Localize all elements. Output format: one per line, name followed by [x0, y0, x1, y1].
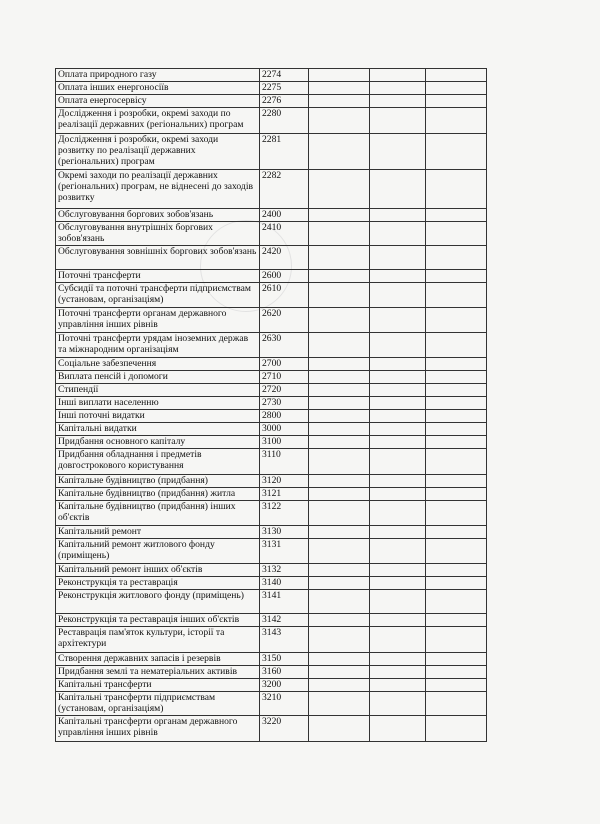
empty-value-cell — [309, 539, 370, 564]
expense-name-cell: Інші поточні видатки — [56, 410, 260, 423]
expense-name-cell: Створення державних запасів і резервів — [56, 653, 260, 666]
kekv-code-cell: 2720 — [260, 384, 309, 397]
empty-value-cell — [309, 501, 370, 526]
empty-value-cell — [370, 590, 426, 614]
kekv-code-cell: 3130 — [260, 526, 309, 539]
expense-name-cell: Соціальне забезпечення — [56, 358, 260, 371]
expense-name-cell: Капітальне будівництво (придбання) інших об'єктів — [56, 501, 260, 526]
expense-name-cell: Капітальні трансферти підприємствам (установам, організаціям) — [56, 692, 260, 716]
table-row — [56, 564, 487, 577]
empty-value-cell — [426, 653, 487, 666]
expense-name-cell: Оплата природного газу — [56, 69, 260, 82]
empty-value-cell — [309, 653, 370, 666]
empty-value-cell — [309, 590, 370, 614]
empty-value-cell — [426, 679, 487, 692]
kekv-code-cell: 3121 — [260, 488, 309, 501]
kekv-code-cell: 2420 — [260, 246, 309, 270]
table-row — [56, 358, 487, 371]
kekv-code-cell: 2275 — [260, 82, 309, 95]
empty-value-cell — [370, 501, 426, 526]
empty-value-cell — [309, 69, 370, 82]
expense-name-cell: Обслуговування внутрішніх боргових зобов'язань — [56, 222, 260, 246]
empty-value-cell — [370, 716, 426, 742]
kekv-code-cell: 3210 — [260, 692, 309, 716]
expense-name-cell: Придбання землі та нематеріальних активів — [56, 666, 260, 679]
empty-value-cell — [309, 436, 370, 449]
expense-name-cell: Інші виплати населенню — [56, 397, 260, 410]
table-row — [56, 209, 487, 222]
empty-value-cell — [370, 679, 426, 692]
kekv-code-cell: 3141 — [260, 590, 309, 614]
empty-value-cell — [309, 108, 370, 134]
empty-value-cell — [309, 449, 370, 475]
empty-value-cell — [426, 436, 487, 449]
kekv-code-cell: 2710 — [260, 371, 309, 384]
empty-value-cell — [309, 384, 370, 397]
table-row — [56, 627, 487, 653]
empty-value-cell — [426, 449, 487, 475]
empty-value-cell — [370, 283, 426, 308]
empty-value-cell — [370, 108, 426, 134]
empty-value-cell — [426, 209, 487, 222]
table-row — [56, 488, 487, 501]
empty-value-cell — [370, 539, 426, 564]
kekv-code-cell: 3132 — [260, 564, 309, 577]
kekv-code-cell: 2274 — [260, 69, 309, 82]
table-row — [56, 614, 487, 627]
empty-value-cell — [309, 95, 370, 108]
empty-value-cell — [370, 627, 426, 653]
table-row — [56, 410, 487, 423]
empty-value-cell — [426, 716, 487, 742]
kekv-code-cell: 3220 — [260, 716, 309, 742]
expense-name-cell: Реконструкція та реставрація інших об'єктів — [56, 614, 260, 627]
table-row — [56, 423, 487, 436]
expense-name-cell: Придбання обладнання і предметів довгострокового користування — [56, 449, 260, 475]
empty-value-cell — [426, 564, 487, 577]
empty-value-cell — [309, 423, 370, 436]
expense-name-cell: Поточні трансферти — [56, 270, 260, 283]
expense-name-cell: Поточні трансферти органам державного управління інших рівнів — [56, 308, 260, 333]
table-row — [56, 397, 487, 410]
empty-value-cell — [426, 577, 487, 590]
empty-value-cell — [309, 82, 370, 95]
empty-value-cell — [426, 423, 487, 436]
empty-value-cell — [370, 564, 426, 577]
table-row — [56, 170, 487, 209]
expense-name-cell: Поточні трансферти урядам іноземних держав та міжнародним організаціям — [56, 333, 260, 358]
empty-value-cell — [370, 488, 426, 501]
kekv-code-cell: 3140 — [260, 577, 309, 590]
expense-name-cell: Дослідження і розробки, окремі заходи розвитку по реалізації державних (регіональних) програм — [56, 134, 260, 170]
empty-value-cell — [370, 692, 426, 716]
kekv-code-cell: 2600 — [260, 270, 309, 283]
kekv-code-cell: 2630 — [260, 333, 309, 358]
kekv-code-cell: 3160 — [260, 666, 309, 679]
empty-value-cell — [309, 526, 370, 539]
empty-value-cell — [426, 539, 487, 564]
table-row — [56, 384, 487, 397]
empty-value-cell — [426, 134, 487, 170]
table-row — [56, 69, 487, 82]
table-row — [56, 333, 487, 358]
empty-value-cell — [426, 627, 487, 653]
empty-value-cell — [309, 666, 370, 679]
empty-value-cell — [370, 397, 426, 410]
expense-name-cell: Обслуговування зовнішніх боргових зобов'язань — [56, 246, 260, 270]
empty-value-cell — [426, 308, 487, 333]
kekv-code-cell: 2281 — [260, 134, 309, 170]
table-row — [56, 653, 487, 666]
table-row — [56, 501, 487, 526]
kekv-code-cell: 2730 — [260, 397, 309, 410]
empty-value-cell — [426, 170, 487, 209]
table-row — [56, 283, 487, 308]
table-row — [56, 539, 487, 564]
empty-value-cell — [309, 134, 370, 170]
empty-value-cell — [426, 590, 487, 614]
empty-value-cell — [370, 436, 426, 449]
empty-value-cell — [426, 246, 487, 270]
expense-name-cell: Реконструкція житлового фонду (приміщень) — [56, 590, 260, 614]
table-row — [56, 475, 487, 488]
kekv-code-cell: 3120 — [260, 475, 309, 488]
expense-name-cell: Капітальні трансферти — [56, 679, 260, 692]
empty-value-cell — [370, 475, 426, 488]
kekv-code-cell: 2410 — [260, 222, 309, 246]
table-row — [56, 222, 487, 246]
empty-value-cell — [370, 526, 426, 539]
empty-value-cell — [370, 384, 426, 397]
empty-value-cell — [370, 222, 426, 246]
kekv-code-cell: 2280 — [260, 108, 309, 134]
empty-value-cell — [426, 526, 487, 539]
table-row — [56, 449, 487, 475]
expense-name-cell: Стипендії — [56, 384, 260, 397]
empty-value-cell — [370, 134, 426, 170]
empty-value-cell — [426, 384, 487, 397]
empty-value-cell — [370, 410, 426, 423]
expense-name-cell: Дослідження і розробки, окремі заходи по реалізації державних (регіональних) програм — [56, 108, 260, 134]
kekv-code-cell: 3000 — [260, 423, 309, 436]
empty-value-cell — [309, 270, 370, 283]
expense-name-cell: Оплата енергосервісу — [56, 95, 260, 108]
table-row — [56, 436, 487, 449]
expense-name-cell: Капітальні видатки — [56, 423, 260, 436]
expense-name-cell: Капітальне будівництво (придбання) — [56, 475, 260, 488]
expense-name-cell: Оплата інших енергоносіїв — [56, 82, 260, 95]
empty-value-cell — [370, 308, 426, 333]
empty-value-cell — [426, 108, 487, 134]
table-row — [56, 246, 487, 270]
empty-value-cell — [309, 614, 370, 627]
kekv-code-cell: 2282 — [260, 170, 309, 209]
empty-value-cell — [370, 209, 426, 222]
empty-value-cell — [370, 95, 426, 108]
empty-value-cell — [426, 283, 487, 308]
empty-value-cell — [426, 69, 487, 82]
empty-value-cell — [426, 270, 487, 283]
empty-value-cell — [370, 270, 426, 283]
empty-value-cell — [309, 358, 370, 371]
table-row — [56, 679, 487, 692]
kekv-code-cell: 3143 — [260, 627, 309, 653]
empty-value-cell — [426, 222, 487, 246]
expense-name-cell: Реконструкція та реставрація — [56, 577, 260, 590]
empty-value-cell — [370, 358, 426, 371]
expense-name-cell: Капітальний ремонт інших об'єктів — [56, 564, 260, 577]
expense-name-cell: Окремі заходи по реалізації державних (регіональних) програм, не віднесені до заходів розвитку — [56, 170, 260, 209]
empty-value-cell — [426, 614, 487, 627]
expense-name-cell: Капітальний ремонт житлового фонду (приміщень) — [56, 539, 260, 564]
table-row — [56, 716, 487, 742]
empty-value-cell — [426, 666, 487, 679]
empty-value-cell — [309, 410, 370, 423]
empty-value-cell — [309, 475, 370, 488]
table-row — [56, 134, 487, 170]
table-row — [56, 371, 487, 384]
empty-value-cell — [370, 666, 426, 679]
kekv-code-cell: 2400 — [260, 209, 309, 222]
table-row — [56, 577, 487, 590]
empty-value-cell — [309, 283, 370, 308]
expense-name-cell: Виплата пенсій і допомоги — [56, 371, 260, 384]
empty-value-cell — [426, 397, 487, 410]
expense-name-cell: Придбання основного капіталу — [56, 436, 260, 449]
empty-value-cell — [370, 82, 426, 95]
empty-value-cell — [309, 170, 370, 209]
table-row — [56, 108, 487, 134]
empty-value-cell — [426, 358, 487, 371]
kekv-code-cell: 3100 — [260, 436, 309, 449]
empty-value-cell — [309, 222, 370, 246]
empty-value-cell — [370, 423, 426, 436]
empty-value-cell — [370, 371, 426, 384]
empty-value-cell — [370, 653, 426, 666]
expense-name-cell: Реставрація пам'яток культури, історії та архітектури — [56, 627, 260, 653]
table-row — [56, 308, 487, 333]
table-row — [56, 270, 487, 283]
empty-value-cell — [309, 716, 370, 742]
kekv-code-cell: 3150 — [260, 653, 309, 666]
table-body — [56, 69, 487, 742]
empty-value-cell — [370, 449, 426, 475]
kekv-code-cell: 3142 — [260, 614, 309, 627]
empty-value-cell — [309, 564, 370, 577]
empty-value-cell — [370, 333, 426, 358]
empty-value-cell — [426, 95, 487, 108]
empty-value-cell — [309, 371, 370, 384]
empty-value-cell — [426, 475, 487, 488]
empty-value-cell — [370, 170, 426, 209]
empty-value-cell — [309, 692, 370, 716]
expense-name-cell: Капітальні трансферти органам державного управління інших рівнів — [56, 716, 260, 742]
expense-name-cell: Субсидії та поточні трансферти підприємствам (установам, організаціям) — [56, 283, 260, 308]
empty-value-cell — [426, 692, 487, 716]
kekv-code-cell: 2276 — [260, 95, 309, 108]
kekv-code-cell: 3200 — [260, 679, 309, 692]
empty-value-cell — [309, 679, 370, 692]
empty-value-cell — [309, 397, 370, 410]
expense-name-cell: Капітальний ремонт — [56, 526, 260, 539]
kekv-code-cell: 2610 — [260, 283, 309, 308]
empty-value-cell — [426, 82, 487, 95]
kekv-code-cell: 2800 — [260, 410, 309, 423]
empty-value-cell — [370, 577, 426, 590]
empty-value-cell — [426, 333, 487, 358]
expense-name-cell: Обслуговування боргових зобов'язань — [56, 209, 260, 222]
table-row — [56, 95, 487, 108]
empty-value-cell — [309, 577, 370, 590]
empty-value-cell — [426, 488, 487, 501]
empty-value-cell — [309, 209, 370, 222]
empty-value-cell — [426, 501, 487, 526]
expenditure-codes-table — [55, 68, 487, 742]
empty-value-cell — [426, 371, 487, 384]
kekv-code-cell: 3131 — [260, 539, 309, 564]
empty-value-cell — [370, 246, 426, 270]
kekv-code-cell: 3110 — [260, 449, 309, 475]
table-row — [56, 82, 487, 95]
empty-value-cell — [309, 627, 370, 653]
empty-value-cell — [426, 410, 487, 423]
empty-value-cell — [309, 308, 370, 333]
empty-value-cell — [370, 614, 426, 627]
table-row — [56, 692, 487, 716]
kekv-code-cell: 2620 — [260, 308, 309, 333]
empty-value-cell — [309, 333, 370, 358]
kekv-code-cell: 2700 — [260, 358, 309, 371]
empty-value-cell — [309, 246, 370, 270]
kekv-code-cell: 3122 — [260, 501, 309, 526]
table-row — [56, 526, 487, 539]
table-row — [56, 590, 487, 614]
table-row — [56, 666, 487, 679]
empty-value-cell — [309, 488, 370, 501]
expense-name-cell: Капітальне будівництво (придбання) житла — [56, 488, 260, 501]
empty-value-cell — [370, 69, 426, 82]
